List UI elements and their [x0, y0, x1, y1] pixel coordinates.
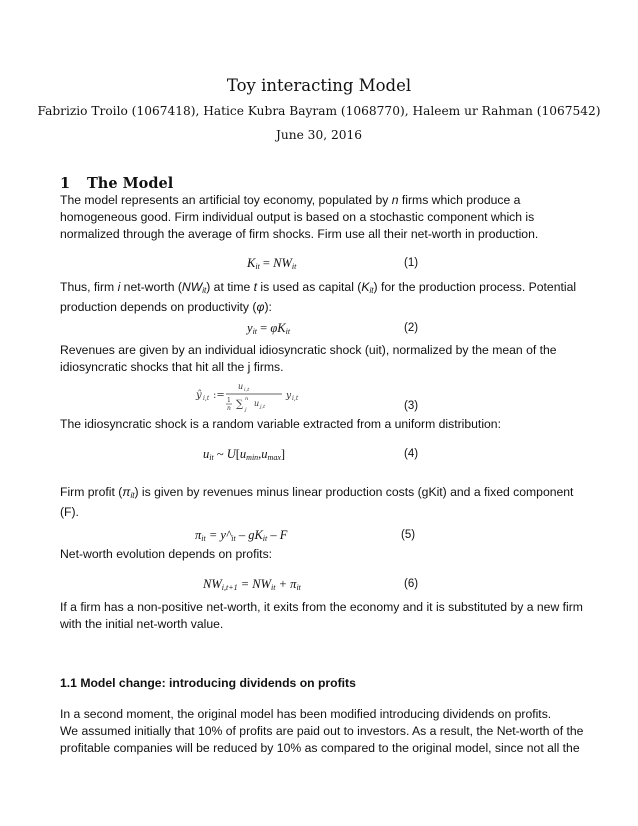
equation-2: $y_{it} = \varphi K_{it}$	[247, 321, 291, 336]
equation-6-number: (6)	[404, 578, 419, 590]
date-line: June 30, 2016	[276, 128, 362, 142]
formula-sum-bottom: j	[245, 407, 247, 413]
paragraph-profit: Firm profit $(\pi_{it})$ is given by revenues minus linear production costs (gKit) and a fixed component (F).	[60, 485, 574, 519]
equation-3-number: (3)	[404, 400, 419, 412]
formula-u-jt: u	[254, 399, 260, 408]
formula-sum-top: n	[245, 396, 249, 402]
equation-5: $\pi_{it}$ = $y\^{}_{it} - gK_{it}$ – F	[195, 528, 288, 543]
paragraph-networth-evolution: Net-worth evolution depends on profits:	[60, 547, 273, 561]
formula-y-sub: i,t	[292, 395, 299, 402]
equation-2-number: (2)	[404, 322, 419, 334]
section-number: 1	[60, 175, 71, 192]
formula-y: y	[286, 391, 292, 401]
formula-equals: :=	[213, 390, 225, 401]
equation-4: $u_{it}$ ~ $U[u_{min},u_{max}]$	[203, 447, 286, 462]
equation-3-formula	[196, 378, 306, 417]
formula-n: n	[227, 405, 231, 412]
formula-numerator: u	[238, 382, 244, 391]
dividends-line-2: We assumed initially that 10% of profits are paid out to investors. As a result, the Net-worth of the profitable companies will be reduced by 10% as compared to the original model, since not all the	[60, 724, 584, 755]
formula-num-sub: i,t	[244, 387, 250, 393]
normalized-revenue-formula-svg	[196, 378, 306, 412]
paragraph-exit-rule: If a firm has a non-positive net-worth, it exits from the economy and it is substituted by a new firm with the initial net-worth value.	[60, 600, 583, 631]
section-title: The Model	[87, 175, 174, 192]
dividends-line-1: In a second moment, the original model has been modified introducing dividends on profits.	[60, 707, 552, 721]
equation-5-number: (5)	[401, 529, 416, 541]
paragraph-shock: The idiosyncratic shock is a random variable extracted from a uniform distribution:	[60, 417, 501, 431]
equation-4-number: (4)	[404, 448, 419, 460]
equation-1-number: (1)	[404, 257, 419, 269]
authors-line: Fabrizio Troilo (1067418), Hatice Kubra Bayram (1068770), Haleem ur Rahman (1067542)	[37, 104, 601, 118]
paragraph-networth: Thus, firm i net-worth $(NW_{it})$ at time t is used as capital $(K_{it})$ for the production process. Potential production depends on productivity (φ):	[60, 280, 577, 314]
paragraph-dividends	[60, 706, 590, 757]
paragraph-revenues: Revenues are given by an individual idiosyncratic shock (uit), normalized by the mean of the idiosyncratic shocks that hit all the j firms.	[60, 343, 557, 374]
section-heading	[60, 175, 173, 192]
equation-1: $K_{it} = NW_{it}$	[247, 256, 297, 271]
formula-one: 1	[227, 397, 231, 404]
document-title: Toy interacting Model	[226, 76, 412, 95]
paragraph-intro: The model represents an artificial toy economy, populated by n firms which produce a homogeneous good. Firm individual output is based on a stochastic component which is normalized through the average of firm shocks. Firm use all their net-worth in production.	[60, 193, 539, 241]
formula-sum: ∑	[236, 399, 244, 410]
formula-sub-it: i,t	[203, 395, 210, 402]
subsection-heading: 1.1 Model change: introducing dividends on profits	[60, 676, 356, 690]
formula-den-sub: j,t	[260, 404, 266, 410]
formula-y-hat: ŷ	[196, 390, 202, 401]
equation-6: $NW_{i,t+1} = NW_{it} + \pi_{it}$	[203, 577, 301, 592]
